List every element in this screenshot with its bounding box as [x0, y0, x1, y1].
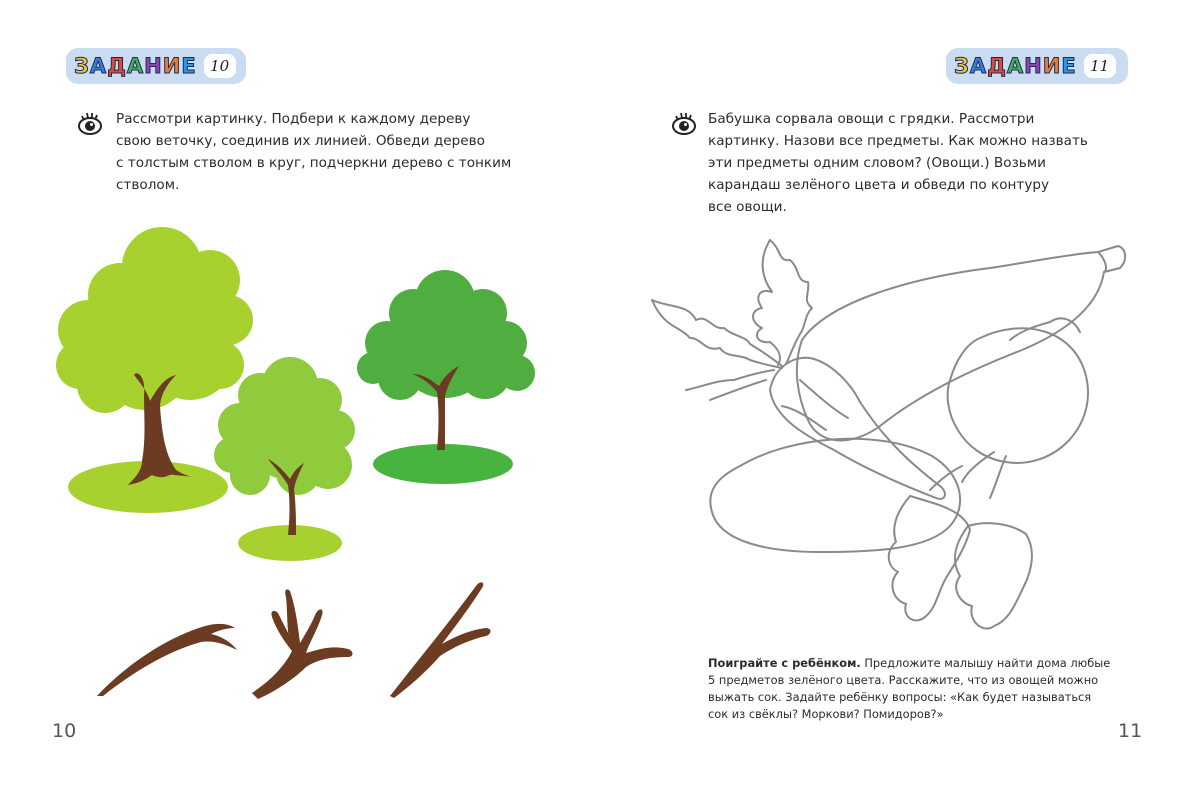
badge-letter: Д	[987, 53, 1006, 78]
badge-letter: А	[1006, 53, 1024, 78]
branch-3[interactable]	[388, 580, 493, 698]
task-number: 10	[204, 54, 236, 78]
eye-icon	[670, 110, 698, 138]
carrot-leaf	[652, 300, 782, 368]
thin-tree[interactable]	[210, 355, 360, 565]
task-word	[954, 53, 1076, 78]
zucchini	[797, 246, 1125, 440]
carrot-leaf	[770, 240, 812, 364]
badge-letter: И	[162, 53, 181, 78]
badge-letter: А	[126, 53, 144, 78]
note-text: Предложите малышу найти дома любые 5 предметов зелёного цвета. Расскажите, что из овощей можно выжать сок. Задайте ребёнку вопросы: «Как будет называться сок из свёклы? Моркови? Помидоров?»	[708, 656, 1111, 721]
carrot-leaf	[652, 300, 782, 366]
badge-letter: Д	[107, 53, 126, 78]
task-badge-10	[66, 48, 246, 84]
instruction-text: Бабушка сорвала овощи с грядки. Рассмотри картинку. Назови все предметы. Как можно назвать эти предметы одним словом? (Овощи.) Возьми карандаш зелёного цвета и обведи по контуру все овощи.	[708, 111, 1088, 215]
badge-letter: Е	[1061, 53, 1076, 78]
zucchini-stem	[1098, 252, 1106, 272]
badge-letter: А	[89, 53, 107, 78]
round-vegetable	[948, 328, 1088, 463]
oval-vegetable	[710, 439, 960, 552]
badge-letter: И	[1042, 53, 1061, 78]
carrot-line	[782, 380, 848, 430]
parent-note	[708, 655, 1112, 723]
instruction-text: Рассмотри картинку. Подбери к каждому дереву свою веточку, соединив их линией. Обведи дерево с толстым стволом в круг, подчеркни дерево с тонким стволом.	[116, 111, 512, 193]
note-title: Поиграйте с ребёнком.	[708, 656, 861, 670]
carrot-leaf	[753, 240, 780, 365]
task-number: 11	[1084, 54, 1116, 78]
vegetables-outline[interactable]	[650, 230, 1130, 640]
page-number: 10	[52, 720, 77, 742]
page-number: 11	[1118, 720, 1143, 742]
right-page	[600, 0, 1200, 797]
task-badge-11	[946, 48, 1128, 84]
badge-letter: З	[954, 53, 969, 78]
badge-letter: А	[969, 53, 987, 78]
eye-icon	[76, 110, 104, 138]
carrot-leaf	[686, 370, 774, 400]
branch-2[interactable]	[250, 585, 360, 700]
medium-tree[interactable]	[355, 268, 535, 488]
task-word	[74, 53, 196, 78]
badge-letter: Н	[144, 53, 162, 78]
beet-1	[889, 496, 970, 620]
branch-1[interactable]	[95, 618, 240, 698]
badge-letter: Е	[181, 53, 196, 78]
badge-letter: З	[74, 53, 89, 78]
badge-letter: Н	[1024, 53, 1042, 78]
